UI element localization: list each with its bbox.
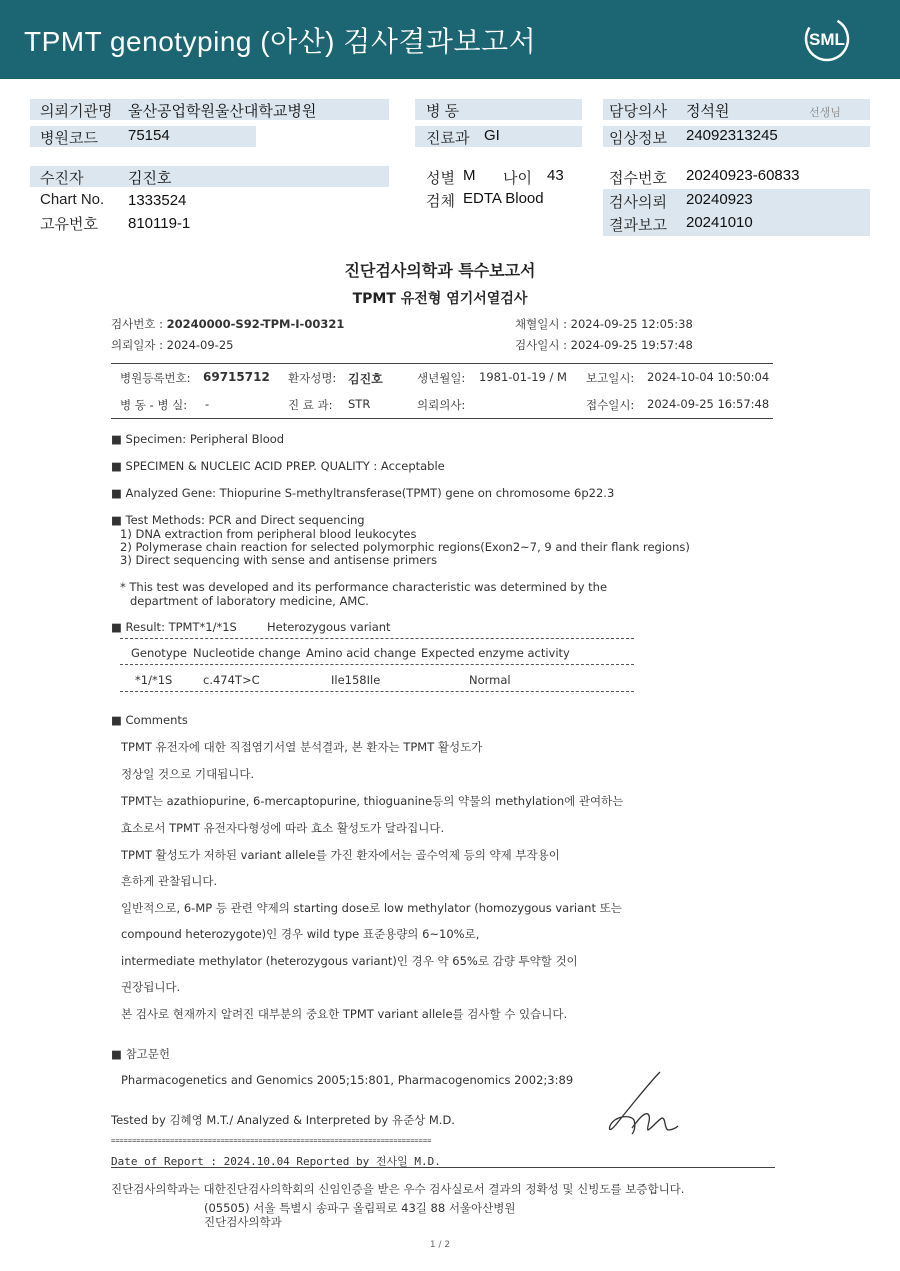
table-header-genotype: Genotype bbox=[131, 646, 188, 660]
methods-title: ■ Test Methods: PCR and Direct sequencing bbox=[111, 513, 365, 527]
department-footer: 진단검사의학과 bbox=[204, 1215, 282, 1229]
institution-value: 울산공업학원울산대학교병원 bbox=[128, 103, 317, 120]
result-value: 20241010 bbox=[686, 214, 753, 231]
id-value: 810119-1 bbox=[128, 215, 191, 232]
id-label: 고유번호 bbox=[40, 216, 98, 233]
comment-line: 일반적으로, 6-MP 등 관련 약제의 starting dose로 low methylator (homozygous variant 또는 bbox=[121, 901, 622, 915]
comment-line: TPMT 유전자에 대한 직접염기서열 분석결과, 본 환자는 TPMT 활성도가 bbox=[121, 740, 483, 754]
result-line: ■ Result: TPMT*1/*1S bbox=[111, 620, 237, 634]
patient-value: 김진호 bbox=[128, 170, 172, 187]
reg-value: 69715712 bbox=[203, 370, 270, 384]
table-header-nucleotide: Nucleotide change bbox=[193, 646, 301, 660]
receipt-value: 20240923-60833 bbox=[686, 167, 800, 184]
age-label: 나이 bbox=[503, 170, 532, 187]
result-label: 결과보고 bbox=[609, 217, 667, 234]
clinical-label: 임상정보 bbox=[609, 130, 667, 147]
comment-line: intermediate methylator (heterozygous variant)인 경우 약 65%로 감량 투약할 것이 bbox=[121, 954, 578, 968]
doctor-suffix: 선생님 bbox=[809, 106, 841, 119]
sex-value: M bbox=[463, 167, 476, 184]
hospital-code-label: 병원코드 bbox=[40, 130, 98, 147]
ward-room-label: 병 동 - 병 실: bbox=[120, 398, 188, 412]
report-subtitle: TPMT 유전형 염기서열검사 bbox=[352, 291, 528, 307]
dept2-value: STR bbox=[348, 397, 371, 411]
comment-line: 정상일 것으로 기대됩니다. bbox=[121, 767, 255, 781]
sex-label: 성별 bbox=[426, 170, 455, 187]
tested-by: Tested by 김혜영 M.T./ Analyzed & Interpreted by 유준상 M.D. bbox=[111, 1113, 455, 1127]
comment-line: 본 검사로 현재까지 알려진 대부분의 중요한 TPMT variant allele를 검사할 수 있습니다. bbox=[121, 1007, 568, 1021]
table-cell-amino: Ile158Ile bbox=[331, 673, 381, 687]
dob-label: 생년월일: bbox=[417, 371, 466, 385]
date-of-report: Date of Report : 2024.10.04 Reported by 전사일 M.D. bbox=[111, 1155, 441, 1168]
dob-value: 1981-01-19 / M bbox=[479, 370, 567, 384]
name-label: 환자성명: bbox=[288, 371, 337, 385]
hospital-code-value: 75154 bbox=[128, 127, 170, 144]
report-time-value: 2024-10-04 10:50:04 bbox=[647, 370, 770, 384]
table-cell-nucleotide: c.474T>C bbox=[203, 673, 260, 687]
request-value: 20240923 bbox=[686, 191, 753, 208]
references-text: Pharmacogenetics and Genomics 2005;15:801, Pharmacogenomics 2002;3:89 bbox=[121, 1073, 574, 1087]
test-number: 검사번호 : 20240000-S92-TPM-I-00321 bbox=[111, 317, 345, 331]
report-time-label: 보고일시: bbox=[586, 371, 635, 385]
specimen-label: 검체 bbox=[426, 193, 455, 210]
table-cell-enzyme: Normal bbox=[469, 673, 511, 687]
hospital-address: (05505) 서울 특별시 송파구 올림픽로 43길 88 서울아산병원 bbox=[204, 1201, 516, 1215]
ward-label: 병 동 bbox=[426, 103, 460, 120]
signature bbox=[604, 1068, 682, 1138]
gene-line: ■ Analyzed Gene: Thiopurine S-methyltransferase(TPMT) gene on chromosome 6p22.3 bbox=[111, 486, 614, 500]
comment-line: 효소로서 TPMT 유전자다형성에 따라 효소 활성도가 달라집니다. bbox=[121, 821, 445, 835]
equals-separator: ============================================================================ bbox=[111, 1137, 432, 1145]
request-date: 의뢰일자 : 2024-09-25 bbox=[111, 338, 234, 352]
comment-line: compound heterozygote)인 경우 wild type 표준용량의 6~10%로, bbox=[121, 927, 480, 941]
table-header-amino: Amino acid change bbox=[306, 646, 417, 660]
report-title: 진단검사의학과 특수보고서 bbox=[344, 261, 536, 280]
method-1: 1) DNA extraction from peripheral blood leukocytes bbox=[120, 527, 417, 541]
clinical-value: 24092313245 bbox=[686, 127, 778, 144]
table-header-enzyme: Expected enzyme activity bbox=[421, 646, 570, 660]
table-cell-genotype: *1/*1S bbox=[135, 673, 173, 687]
dept-label: 진료과 bbox=[426, 130, 470, 147]
doctor-value: 정석원 bbox=[686, 103, 730, 120]
result-type: Heterozygous variant bbox=[267, 620, 391, 634]
comment-line: 흔하게 관찰됩니다. bbox=[121, 874, 218, 888]
request-label: 검사의뢰 bbox=[609, 194, 667, 211]
receipt-time-label: 접수일시: bbox=[586, 398, 635, 412]
sml-logo bbox=[802, 14, 852, 64]
institution-label: 의뢰기관명 bbox=[40, 103, 113, 120]
specimen-line: ■ Specimen: Peripheral Blood bbox=[111, 432, 284, 446]
comment-line: TPMT 활성도가 저하된 variant allele를 가진 환자에서는 골수억제 등의 약제 부작용이 bbox=[121, 848, 560, 862]
method-3: 3) Direct sequencing with sense and antisense primers bbox=[120, 553, 438, 567]
page-number: 1 / 2 bbox=[429, 1240, 451, 1250]
page-title: TPMT genotyping (아산) 검사결과보고서 bbox=[24, 26, 537, 57]
receipt-time-value: 2024-09-25 16:57:48 bbox=[647, 397, 770, 411]
dept-value: GI bbox=[484, 127, 500, 144]
reg-label: 병원등록번호: bbox=[120, 371, 191, 385]
receipt-label: 접수번호 bbox=[609, 170, 667, 187]
patient-label: 수진자 bbox=[40, 170, 84, 187]
dept2-label: 진 료 과: bbox=[288, 398, 333, 412]
logo-text: SML bbox=[809, 30, 845, 49]
collect-time: 채혈일시 : 2024-09-25 12:05:38 bbox=[515, 317, 693, 331]
method-2: 2) Polymerase chain reaction for selected polymorphic regions(Exon2~7, 9 and their flank regions) bbox=[120, 540, 690, 554]
note-1: * This test was developed and its performance characteristic was determined by the bbox=[120, 580, 608, 594]
age-value: 43 bbox=[547, 167, 564, 184]
name-value: 김진호 bbox=[348, 372, 383, 386]
quality-line: ■ SPECIMEN & NUCLEIC ACID PREP. QUALITY : Acceptable bbox=[111, 459, 445, 473]
chart-label: Chart No. bbox=[40, 191, 105, 208]
comment-line: TPMT는 azathiopurine, 6-mercaptopurine, thioguanine등의 약물의 methylation에 관여하는 bbox=[121, 794, 624, 808]
req-doctor-label: 의뢰의사: bbox=[417, 398, 466, 412]
note-2: department of laboratory medicine, AMC. bbox=[130, 594, 369, 608]
certification-line: 진단검사의학과는 대한진단검사의학회의 신임인증을 받은 우수 검사실로서 결과의 정확성 및 신빙도를 보증합니다. bbox=[111, 1182, 685, 1196]
doctor-label: 담당의사 bbox=[609, 103, 667, 120]
comments-title: ■ Comments bbox=[111, 713, 188, 727]
references-title: ■ 참고문헌 bbox=[111, 1046, 170, 1062]
chart-value: 1333524 bbox=[128, 192, 187, 209]
test-time: 검사일시 : 2024-09-25 19:57:48 bbox=[515, 338, 693, 352]
comment-line: 권장됩니다. bbox=[121, 980, 181, 994]
ward-room-value: - bbox=[205, 397, 210, 411]
specimen-value: EDTA Blood bbox=[463, 190, 544, 207]
